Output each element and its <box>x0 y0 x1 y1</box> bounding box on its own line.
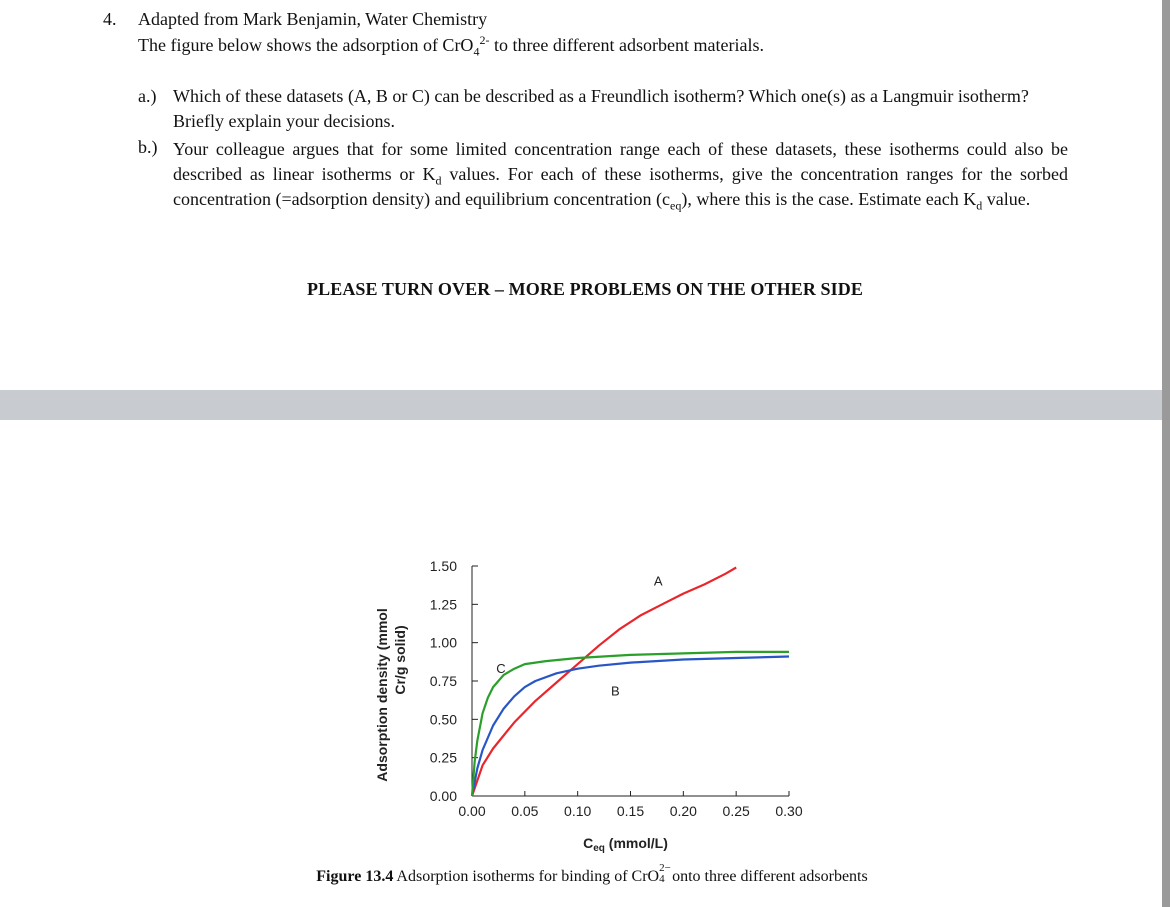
turn-over-notice: PLEASE TURN OVER – MORE PROBLEMS ON THE OTHER SIDE <box>307 279 863 299</box>
x-tick-label: 0.10 <box>564 803 592 819</box>
series-line-b <box>472 657 789 797</box>
series-line-c <box>472 652 789 796</box>
y-tick-label: 0.50 <box>429 711 457 728</box>
y-tick-label: 0.00 <box>429 788 457 804</box>
series-label-c: C <box>496 660 506 676</box>
document-page-upper <box>0 0 1162 390</box>
x-tick-label: 0.15 <box>616 803 645 819</box>
page-gap <box>0 390 1170 420</box>
scrollbar[interactable] <box>1162 0 1170 907</box>
x-axis-label: $C_{eq}$ (mmol/L) <box>583 835 668 854</box>
series-label-a: A <box>653 573 663 589</box>
y-tick-label: 1.00 <box>429 634 457 651</box>
y-tick-label: 0.25 <box>429 749 457 766</box>
isotherm-chart <box>360 545 820 863</box>
y-axis-label: Adsorption density (mmol <box>374 608 390 782</box>
part-b-label: b.) <box>138 137 158 157</box>
y-tick-label: 1.50 <box>429 558 457 574</box>
chart-axes <box>472 566 789 796</box>
chart-series <box>472 568 789 797</box>
series-label-b: B <box>611 683 620 699</box>
part-b-text: Your colleague argues that for some limited concentration range each of these datasets, these isotherms could also be described as linear isotherms or $K_d$ values. For each of these isotherms, give the concentration ranges for the sorbed concentration (=adsorption density) and equilibrium concentration $(c_{eq})$, where this is the case. Estimate each $K_d$ value. <box>173 139 1068 213</box>
part-a-line1: Which of these datasets (A, B or C) can be described as a Freundlich isotherm? Which one(s) as a Langmuir isotherm? <box>173 86 1029 106</box>
part-a-line2: Briefly explain your decisions. <box>173 111 395 131</box>
y-tick-label: 0.75 <box>429 673 457 689</box>
problem-number: 4. <box>103 9 117 29</box>
problem-source: Adapted from Mark Benjamin, Water Chemistry <box>138 9 488 29</box>
x-tick-label: 0.25 <box>722 803 750 819</box>
series-line-a <box>472 568 736 797</box>
x-tick-label: 0.00 <box>458 803 486 819</box>
y-axis-label-line2: Cr/g solid) <box>392 625 408 695</box>
x-tick-label: 0.30 <box>775 803 803 819</box>
x-tick-label: 0.20 <box>669 803 697 819</box>
figure-caption: Figure 13.4 Adsorption isotherms for binding of CrO 2− 4 onto three different adsorbents <box>316 862 868 885</box>
problem-intro: The figure below shows the adsorption of CrO$_4^{2-}$ to three different adsorbent materials. <box>138 33 764 59</box>
x-tick-label: 0.05 <box>511 803 539 819</box>
part-a-label: a.) <box>138 86 157 106</box>
y-tick-label: 1.25 <box>429 596 457 613</box>
